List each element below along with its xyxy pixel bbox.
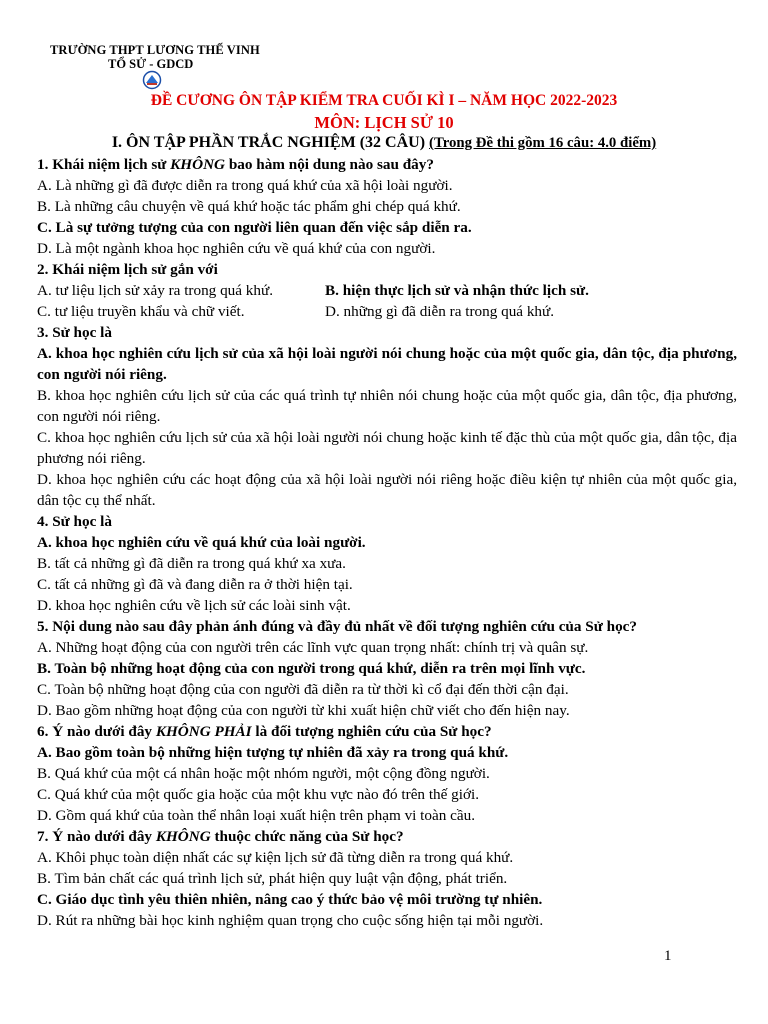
school-logo-icon [142, 70, 162, 90]
q7-option-d: D. Rút ra những bài học kinh nghiệm quan trọng cho cuộc sống hiện tại mỗi người. [37, 912, 544, 929]
subject-title: MÔN: LỊCH SỬ 10 [314, 113, 454, 132]
question-6-stem [37, 721, 737, 742]
q5-option-a: A. Những hoạt động của con người trên các lĩnh vực quan trọng nhất: chính trị và quân sự. [37, 639, 589, 656]
q7-emphasis: KHÔNG [155, 828, 211, 845]
q1-stem-text: 1. Khái niệm lịch sử [37, 156, 171, 173]
q2-option-a: A. tư liệu lịch sử xảy ra trong quá khứ. [37, 282, 274, 299]
question-4-stem: 4. Sử học là [37, 513, 112, 530]
q6-emphasis: KHÔNG PHẢI [155, 723, 252, 740]
q7-stem-tail: thuộc chức năng của Sử học? [210, 828, 404, 845]
section-note: (Trong Đề thi gồm 16 câu: 4.0 điểm) [429, 135, 657, 151]
q4-option-b: B. tất cả những gì đã diễn ra trong quá khứ xa xưa. [37, 555, 346, 572]
q2-option-b: B. hiện thực lịch sử và nhận thức lịch sử. [325, 282, 589, 299]
q3-option-c: C. khoa học nghiên cứu lịch sử của xã hội loài người nói chung hoặc kinh tế đặc thù của một quốc gia, dân tộc, địa phương nói riêng. [37, 429, 737, 467]
q4-option-d: D. khoa học nghiên cứu về lịch sử các loài sinh vật. [37, 597, 351, 614]
q1-option-a: A. Là những gì đã được diễn ra trong quá khứ của xã hội loài người. [37, 177, 453, 194]
q2-option-c: C. tư liệu truyền khẩu và chữ viết. [37, 303, 245, 320]
question-3-stem: 3. Sử học là [37, 324, 112, 341]
q2-option-d: D. những gì đã diễn ra trong quá khứ. [325, 303, 555, 320]
page-number: 1 [664, 948, 672, 964]
q1-option-c: C. Là sự tưởng tượng của con người liên quan đến việc sắp diễn ra. [37, 219, 472, 236]
q4-option-c: C. tất cả những gì đã và đang diễn ra ở thời hiện tại. [37, 576, 353, 593]
question-5-stem: 5. Nội dung nào sau đây phản ánh đúng và đầy đủ nhất về đối tượng nghiên cứu của Sử học? [37, 618, 638, 635]
q2-options-row-1 [37, 280, 737, 301]
q6-stem-tail: là đối tượng nghiên cứu của Sử học? [251, 723, 492, 740]
section-heading [0, 134, 768, 152]
q3-option-d: D. khoa học nghiên cứu các hoạt động của xã hội loài người nói riêng hoặc điều kiện tự nhiên của một quốc gia, dân tộc cụ thể nhất. [37, 471, 737, 509]
q6-stem-text: 6. Ý nào dưới đây [37, 723, 156, 740]
q7-option-c: C. Giáo dục tình yêu thiên nhiên, nâng cao ý thức bảo vệ môi trường tự nhiên. [37, 891, 543, 908]
q1-stem-tail: bao hàm nội dung nào sau đây? [225, 156, 434, 173]
q3-option-a: A. khoa học nghiên cứu lịch sử của xã hội loài người nói chung hoặc của một quốc gia, dân tộc, địa phương, con người nói riêng. [37, 345, 737, 383]
q3-option-b: B. khoa học nghiên cứu lịch sử của các quá trình tự nhiên nói chung hoặc của một quốc gia, dân tộc, địa phương, con người nói riêng. [37, 387, 737, 425]
q1-emphasis: KHÔNG [170, 156, 226, 173]
question-list [37, 154, 737, 931]
section-title: I. ÔN TẬP PHẦN TRẮC NGHIỆM (32 CÂU) [111, 134, 430, 151]
q5-option-c: C. Toàn bộ những hoạt động của con người đã diễn ra từ thời kì cổ đại đến thời cận đại. [37, 681, 569, 698]
q5-option-d: D. Bao gồm những hoạt động của con người từ khi xuất hiện chữ viết cho đến hiện nay. [37, 702, 570, 719]
school-name: TRƯỜNG THPT LƯƠNG THẾ VINH [50, 43, 260, 57]
q6-option-a: A. Bao gồm toàn bộ những hiện tượng tự nhiên đã xảy ra trong quá khứ. [37, 744, 509, 761]
document-title: ĐỀ CƯƠNG ÔN TẬP KIỂM TRA CUỐI KÌ I – NĂM HỌC 2022-2023 [150, 92, 618, 109]
question-1-stem [37, 154, 737, 175]
q6-option-b: B. Quá khứ của một cá nhân hoặc một nhóm người, một cộng đồng người. [37, 765, 490, 782]
question-2-stem: 2. Khái niệm lịch sử gắn với [37, 261, 218, 278]
q6-option-d: D. Gồm quá khứ của toàn thể nhân loại xuất hiện trên phạm vi toàn cầu. [37, 807, 475, 824]
q5-option-b: B. Toàn bộ những hoạt động của con người trong quá khứ, diễn ra trên mọi lĩnh vực. [37, 660, 586, 677]
question-7-stem [37, 826, 737, 847]
q7-option-a: A. Khôi phục toàn diện nhất các sự kiện lịch sử đã từng diễn ra trong quá khứ. [37, 849, 514, 866]
q4-option-a: A. khoa học nghiên cứu về quá khứ của loài người. [37, 534, 366, 551]
q1-option-d: D. Là một ngành khoa học nghiên cứu về quá khứ của con người. [37, 240, 436, 257]
q7-option-b: B. Tìm bản chất các quá trình lịch sử, phát hiện quy luật vận động, phát triển. [37, 870, 508, 887]
q7-stem-text: 7. Ý nào dưới đây [37, 828, 156, 845]
department-name: TỔ SỬ - GDCD [108, 57, 194, 71]
q2-options-row-2 [37, 301, 737, 322]
q1-option-b: B. Là những câu chuyện về quá khứ hoặc tác phẩm ghi chép quá khứ. [37, 198, 461, 215]
q6-option-c: C. Quá khứ của một quốc gia hoặc của một khu vực nào đó trên thế giới. [37, 786, 480, 803]
